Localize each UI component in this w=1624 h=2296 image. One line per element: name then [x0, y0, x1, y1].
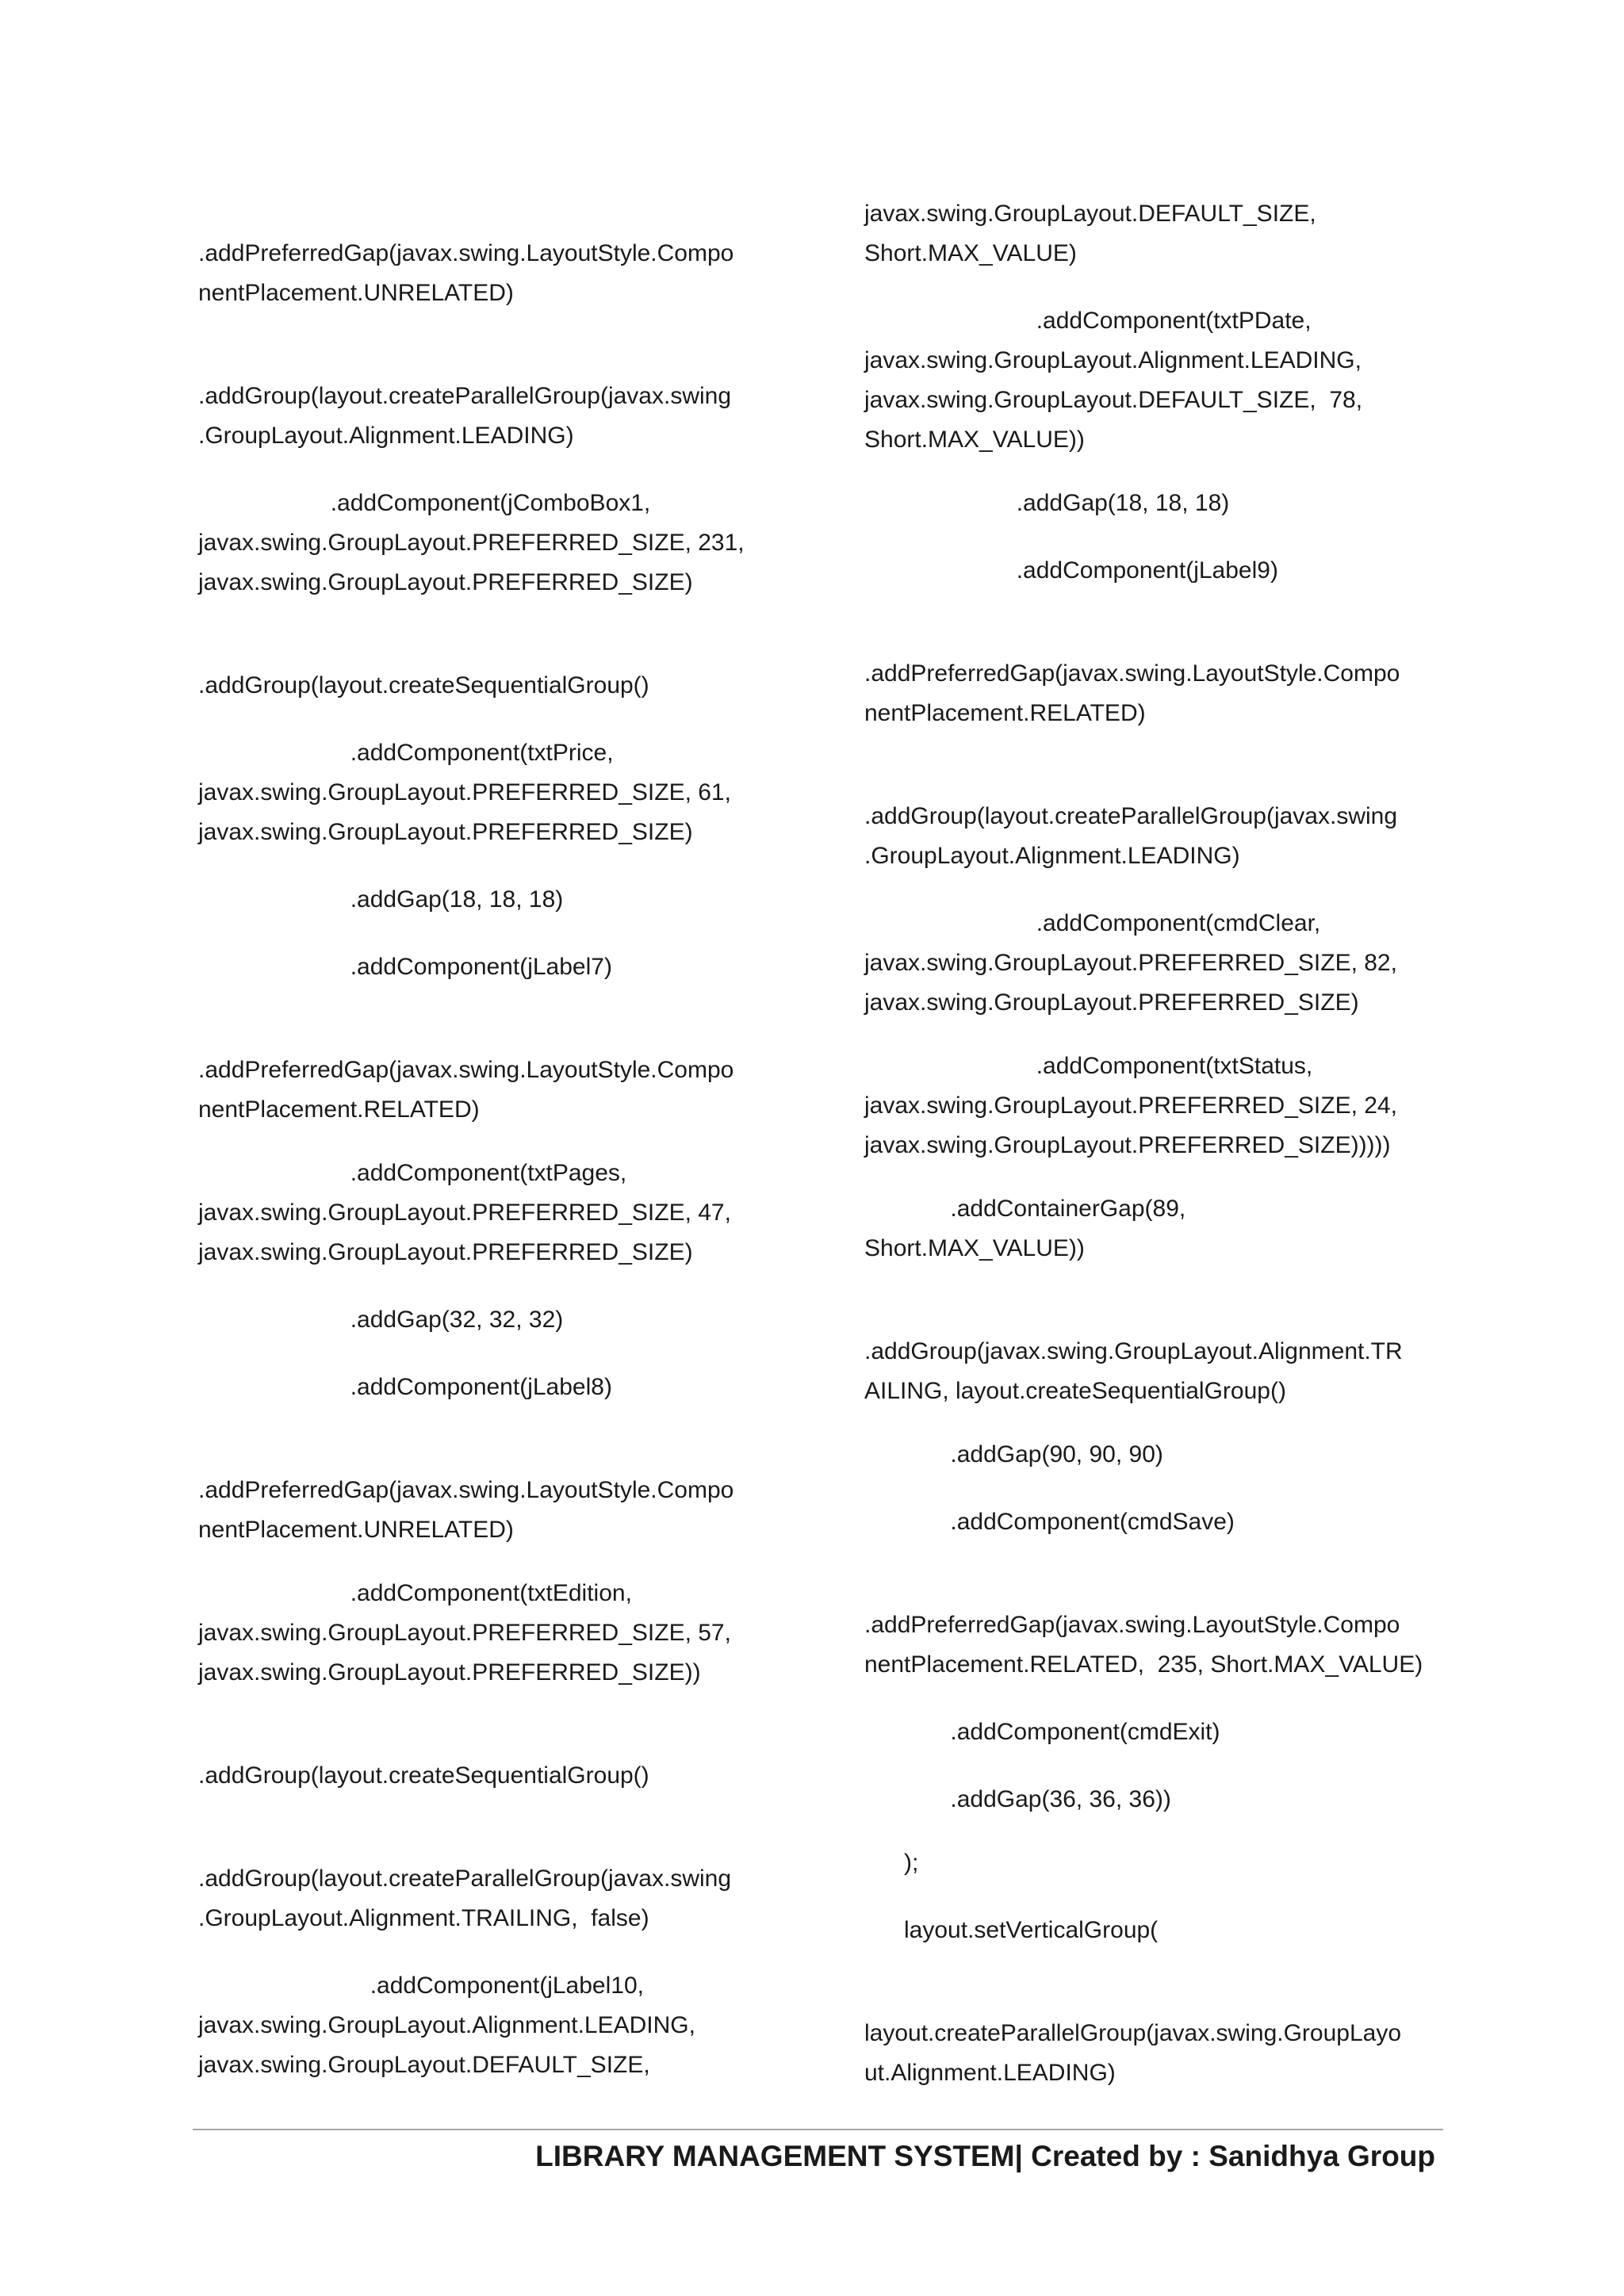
code-line: .addGap(36, 36, 36)) — [864, 1786, 1171, 1812]
code-line: .addGroup(layout.createParallelGroup(javax.swing .GroupLayout.Alignment.TRAILING, false) — [198, 1866, 732, 1931]
code-line: layout.setVerticalGroup( — [864, 1917, 1159, 1943]
footer-title: LIBRARY MANAGEMENT SYSTEM| Created by : Sanidhya Group — [535, 2140, 1435, 2172]
code-line: .addGap(18, 18, 18) — [198, 886, 564, 913]
code-line: .addPreferredGap(javax.swing.LayoutStyle.Compo nentPlacement.RELATED) — [198, 1057, 734, 1123]
code-line: .addComponent(txtStatus, javax.swing.GroupLayout.PREFERRED_SIZE, 24, javax.swing.GroupLayout.PREFERRED_SIZE))))) — [864, 1053, 1397, 1158]
code-line: .addComponent(jLabel8) — [198, 1374, 612, 1400]
code-line: .addGap(18, 18, 18) — [864, 490, 1230, 516]
code-line: layout.createParallelGroup(javax.swing.GroupLayo ut.Alignment.LEADING) — [864, 2020, 1402, 2086]
code-line: ); — [864, 1850, 919, 1876]
footer-divider — [193, 2129, 1443, 2130]
code-line: .addComponent(jLabel7) — [198, 954, 612, 980]
code-line: .addGroup(javax.swing.GroupLayout.Alignment.TR AILING, layout.createSequentialGroup() — [864, 1338, 1403, 1404]
code-line: .addComponent(txtPages, javax.swing.GroupLayout.PREFERRED_SIZE, 47, javax.swing.GroupLayout.PREFERRED_SIZE) — [198, 1160, 731, 1265]
code-line: .addComponent(cmdClear, javax.swing.GroupLayout.PREFERRED_SIZE, 82, javax.swing.GroupLayout.PREFERRED_SIZE) — [864, 910, 1397, 1016]
code-line: .addGap(32, 32, 32) — [198, 1307, 564, 1333]
code-line: .addComponent(jLabel9) — [864, 557, 1278, 584]
code-line: .addGroup(layout.createParallelGroup(javax.swing .GroupLayout.Alignment.LEADING) — [864, 803, 1398, 869]
code-line: .addComponent(txtPDate, javax.swing.GroupLayout.Alignment.LEADING, javax.swing.GroupLayout.DEFAULT_SIZE, 78, Short.MAX_VALUE)) — [864, 308, 1363, 453]
code-line: javax.swing.GroupLayout.DEFAULT_SIZE, Short.MAX_VALUE) — [864, 201, 1316, 266]
code-line: .addGroup(layout.createSequentialGroup() — [198, 1762, 649, 1789]
code-line: .addComponent(txtPrice, javax.swing.GroupLayout.PREFERRED_SIZE, 61, javax.swing.GroupLayout.PREFERRED_SIZE) — [198, 740, 731, 845]
code-line: .addPreferredGap(javax.swing.LayoutStyle.Compo nentPlacement.RELATED, 235, Short.MAX_VALUE) — [864, 1612, 1423, 1678]
code-line: .addPreferredGap(javax.swing.LayoutStyle.Compo nentPlacement.UNRELATED) — [198, 240, 734, 306]
code-line: .addGroup(layout.createSequentialGroup() — [198, 672, 649, 698]
code-line: .addComponent(cmdExit) — [864, 1719, 1220, 1745]
code-line: .addComponent(cmdSave) — [864, 1509, 1235, 1535]
code-line: .addComponent(jComboBox1, javax.swing.GroupLayout.PREFERRED_SIZE, 231, javax.swing.GroupLayout.PREFERRED_SIZE) — [198, 490, 745, 595]
code-line: .addGroup(layout.createParallelGroup(javax.swing .GroupLayout.Alignment.LEADING) — [198, 383, 732, 449]
code-line: .addPreferredGap(javax.swing.LayoutStyle.Compo nentPlacement.UNRELATED) — [198, 1477, 734, 1543]
code-line: .addComponent(txtEdition, javax.swing.GroupLayout.PREFERRED_SIZE, 57, javax.swing.GroupLayout.PREFERRED_SIZE)) — [198, 1580, 731, 1686]
code-line: .addComponent(jLabel10, javax.swing.GroupLayout.Alignment.LEADING, javax.swing.GroupLayout.DEFAULT_SIZE, — [198, 1973, 695, 2078]
code-line: .addGap(90, 90, 90) — [864, 1441, 1163, 1468]
code-line: .addPreferredGap(javax.swing.LayoutStyle.Compo nentPlacement.RELATED) — [864, 660, 1400, 726]
code-line: .addContainerGap(89, Short.MAX_VALUE)) — [864, 1196, 1186, 1261]
